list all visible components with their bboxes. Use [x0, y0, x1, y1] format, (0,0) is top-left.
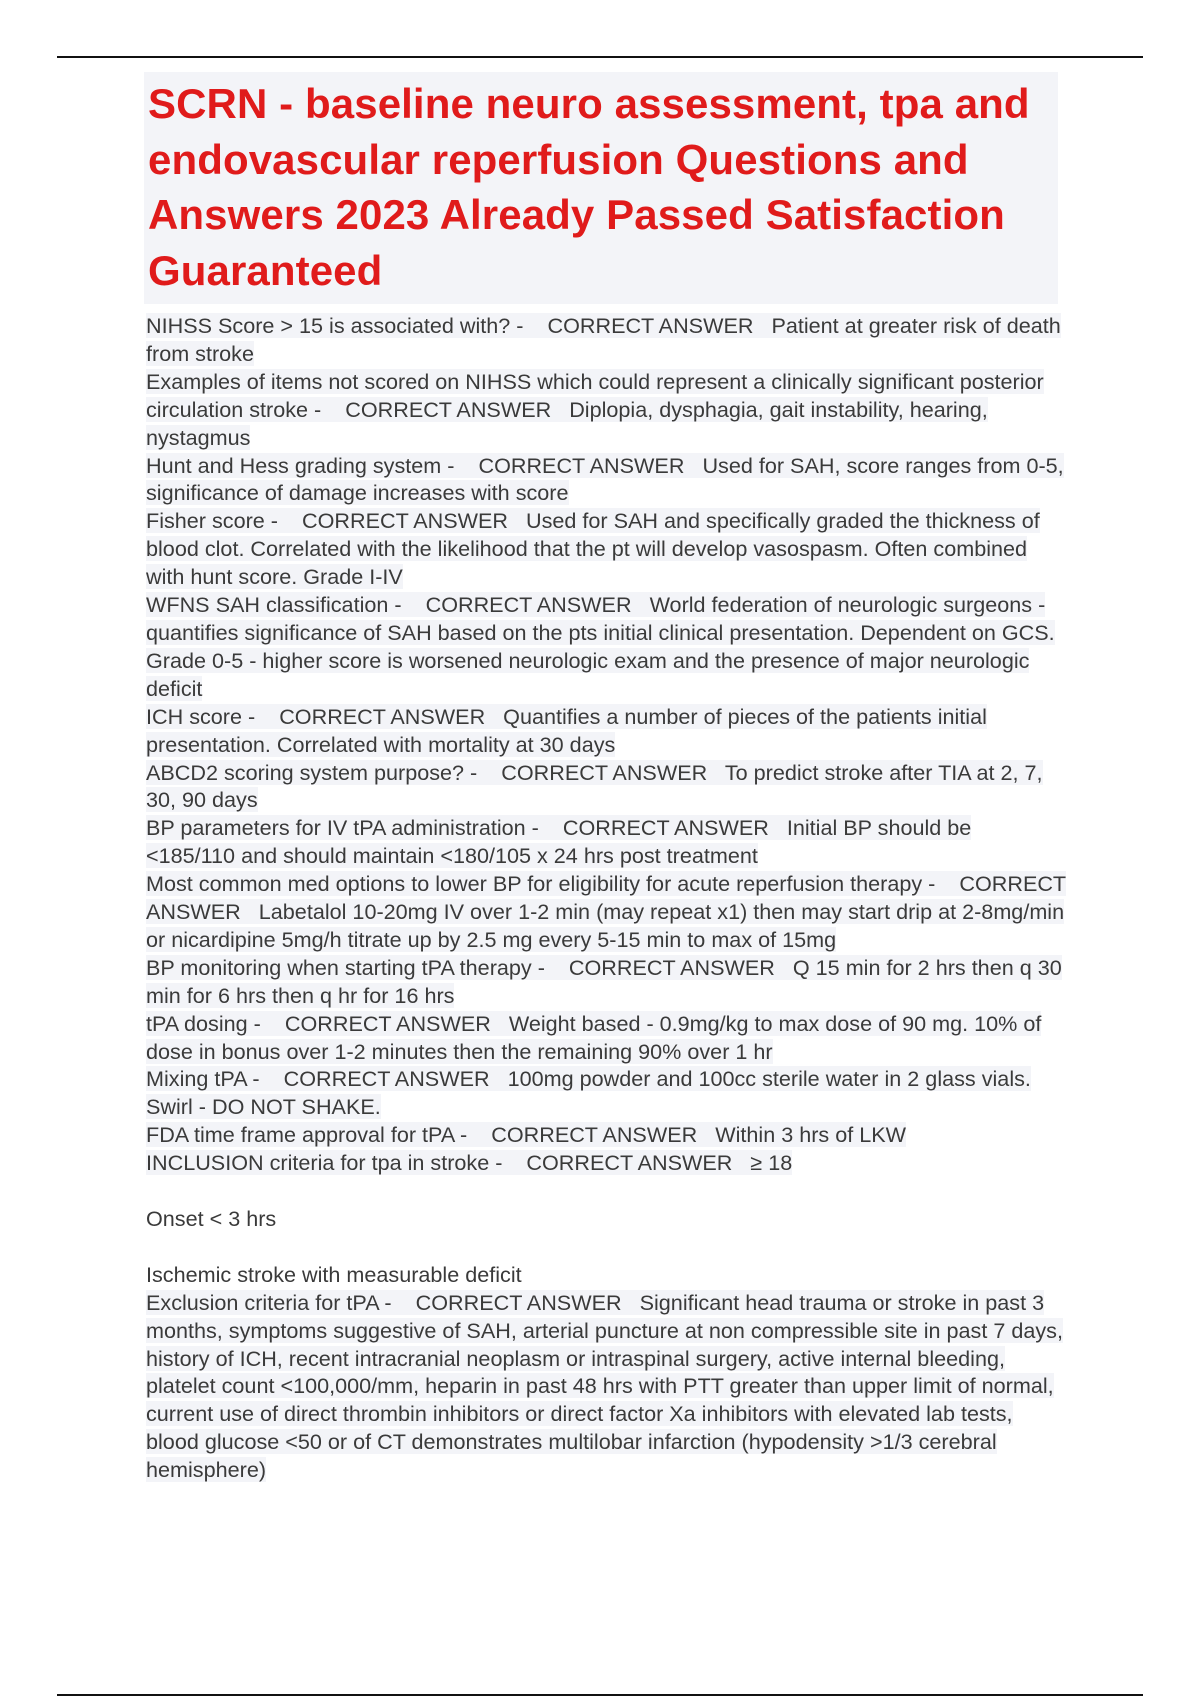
question-text: Hunt and Hess grading system — [146, 452, 442, 478]
answer-text: Q 15 min for 2 hrs then q 30 min for 6 hrs then q hr for 16 hrs — [146, 954, 1062, 1008]
answer-text: World federation of neurologic surgeons - quantifies significance of SAH based on the pts initial clinical presentation. Dependent on GCS. Grade 0-5 - higher score is worsened neurologic exam and the presence of major neurologic deficit — [146, 592, 1055, 701]
answer-text: Significant head trauma or stroke in past 3 months, symptoms suggestive of SAH, arterial puncture at non compressible site in past 7 days, history of ICH, recent intracranial neoplasm or intraspinal surgery, active internal bleeding, platelet count <100,000/mm, heparin in past 48 hrs with PTT greater than upper limit of normal, current use of direct thrombin inhibitors or direct factor Xa inhibitors with elevated lab tests, blood glucose <50 or of CT demonstrates multilobar infarction (hypodensity >1/3 cerebral hemisphere) — [146, 1289, 1063, 1483]
qa-item: INCLUSION criteria for tpa in stroke - CORRECT ANSWER ≥ 18 — [146, 1150, 793, 1176]
answer-label: CORRECT ANSWER — [491, 1122, 698, 1148]
question-text: ABCD2 scoring system purpose? — [146, 759, 465, 785]
inclusion-line: Onset < 3 hrs — [146, 1205, 277, 1231]
answer-text: Within 3 hrs of LKW — [715, 1122, 907, 1148]
answer-text: Used for SAH, score ranges from 0-5, significance of damage increases with score — [146, 452, 1064, 506]
question-text: Fisher score — [146, 508, 265, 534]
question-text: Most common med options to lower BP for eligibility for acute reperfusion therapy — [146, 871, 923, 897]
answer-label: CORRECT ANSWER — [425, 592, 632, 618]
qa-item: FDA time frame approval for tPA - CORRECT ANSWER Within 3 hrs of LKW — [146, 1122, 907, 1148]
bottom-rule — [57, 1694, 1143, 1696]
question-text: NIHSS Score > 15 is associated with? — [146, 313, 511, 338]
answer-label: CORRECT ANSWER — [478, 452, 685, 478]
question-text: BP parameters for IV tPA administration — [146, 815, 526, 841]
answer-label: CORRECT ANSWER — [547, 313, 754, 338]
answer-text: Diplopia, dysphagia, gait instability, hearing, nystagmus — [146, 396, 988, 450]
qa-item: ICH score - CORRECT ANSWER Quantifies a number of pieces of the patients initial presentation. Correlated with mortality at 30 days — [146, 703, 987, 757]
qa-item: Examples of items not scored on NIHSS which could represent a clinically significant posterior circulation stroke - CORRECT ANSWER Diplopia, dysphagia, gait instability, hearing, nystagmus — [146, 368, 1044, 450]
qa-item: WFNS SAH classification - CORRECT ANSWER World federation of neurologic surgeons - quantifies significance of SAH based on the pts initial clinical presentation. Dependent on GCS. Grade 0-5 - higher score is worsened neurologic exam and the presence of major neurologic deficit — [146, 592, 1055, 701]
question-text: tPA dosing — [146, 1010, 248, 1036]
question-text: INCLUSION criteria for tpa in stroke — [146, 1150, 490, 1176]
blank-line — [146, 1177, 1066, 1205]
answer-text: Labetalol 10-20mg IV over 1-2 min (may repeat x1) then may start drip at 2-8mg/min or nicardipine 5mg/h titrate up by 2.5 mg every 5-15 min to max of 15mg — [146, 899, 1065, 952]
question-text: WFNS SAH classification — [146, 592, 389, 618]
qa-item: BP monitoring when starting tPA therapy - CORRECT ANSWER Q 15 min for 2 hrs then q 30 min for 6 hrs then q hr for 16 hrs — [146, 954, 1062, 1008]
answer-label: CORRECT ANSWER — [283, 1066, 490, 1092]
qa-item: BP parameters for IV tPA administration - CORRECT ANSWER Initial BP should be <185/110 and should maintain <180/105 x 24 hrs post treatment — [146, 815, 972, 869]
qa-item: Most common med options to lower BP for eligibility for acute reperfusion therapy - CORRECT ANSWER Labetalol 10-20mg IV over 1-2 min (may repeat x1) then may start drip at 2-8mg/min or nicardipine 5mg/h titrate up by 2.5 mg every 5-15 min to max of 15mg — [146, 871, 1066, 952]
answer-label: CORRECT ANSWER — [279, 703, 486, 729]
answer-label: CORRECT ANSWER — [345, 396, 552, 422]
answer-label: CORRECT ANSWER — [501, 759, 708, 785]
question-text: Exclusion criteria for tPA — [146, 1289, 379, 1315]
answer-text: 100mg powder and 100cc sterile water in 2 glass vials. Swirl - DO NOT SHAKE. — [146, 1066, 1031, 1120]
answer-label: CORRECT ANSWER — [562, 815, 769, 841]
qa-item: Mixing tPA - CORRECT ANSWER 100mg powder and 100cc sterile water in 2 glass vials. Swirl - DO NOT SHAKE. — [146, 1066, 1031, 1120]
question-text: ICH score — [146, 703, 242, 729]
title-block — [144, 72, 1058, 304]
blank-line — [146, 1233, 1066, 1261]
question-text: Examples of items not scored on NIHSS which could represent a clinically significant posterior circulation stroke — [146, 368, 1044, 422]
qa-item: Fisher score - CORRECT ANSWER Used for SAH and specifically graded the thickness of blood clot. Correlated with the likelihood that the pt will develop vasospasm. Often combined with hunt score. Grade I-IV — [146, 508, 1040, 590]
qa-item: Hunt and Hess grading system - CORRECT ANSWER Used for SAH, score ranges from 0-5, significance of damage increases with score — [146, 452, 1064, 506]
answer-text: Quantifies a number of pieces of the patients initial presentation. Correlated with mortality at 30 days — [146, 703, 987, 757]
question-text: Mixing tPA — [146, 1066, 247, 1092]
answer-text: Used for SAH and specifically graded the thickness of blood clot. Correlated with the likelihood that the pt will develop vasospasm. Often combined with hunt score. Grade I-IV — [146, 508, 1040, 590]
answer-text: Patient at greater risk of death from stroke — [146, 313, 1061, 366]
answer-label: CORRECT ANSWER — [284, 1010, 491, 1036]
qa-item: Exclusion criteria for tPA - CORRECT ANSWER Significant head trauma or stroke in past 3 months, symptoms suggestive of SAH, arterial puncture at non compressible site in past 7 days, history of ICH, recent intracranial neoplasm or intraspinal surgery, active internal bleeding, platelet count <100,000/mm, heparin in past 48 hrs with PTT greater than upper limit of normal, current use of direct thrombin inhibitors or direct factor Xa inhibitors with elevated lab tests, blood glucose <50 or of CT demonstrates multilobar infarction (hypodensity >1/3 cerebral hemisphere) — [146, 1289, 1063, 1483]
top-rule — [57, 56, 1143, 58]
question-text: BP monitoring when starting tPA therapy — [146, 954, 532, 980]
document-title: SCRN - baseline neuro assessment, tpa and endovascular reperfusion Questions and Answers 2023 Already Passed Satisfaction Guaranteed — [148, 80, 1030, 294]
answer-text: ≥ 18 — [750, 1150, 793, 1176]
answer-text: Weight based - 0.9mg/kg to max dose of 90 mg. 10% of dose in bonus over 1-2 minutes then the remaining 90% over 1 hr — [146, 1010, 1042, 1064]
qa-item: NIHSS Score > 15 is associated with? - CORRECT ANSWER Patient at greater risk of death from stroke — [146, 313, 1061, 366]
answer-label: CORRECT ANSWER — [146, 871, 1066, 925]
qa-item: ABCD2 scoring system purpose? - CORRECT ANSWER To predict stroke after TIA at 2, 7, 30, 90 days — [146, 759, 1043, 813]
answer-label: CORRECT ANSWER — [568, 954, 775, 980]
answer-text: To predict stroke after TIA at 2, 7, 30, 90 days — [146, 759, 1043, 813]
answer-label: CORRECT ANSWER — [415, 1289, 622, 1315]
inclusion-line: Ischemic stroke with measurable deficit — [146, 1261, 522, 1287]
qa-item: tPA dosing - CORRECT ANSWER Weight based - 0.9mg/kg to max dose of 90 mg. 10% of dose in bonus over 1-2 minutes then the remaining 90% over 1 hr — [146, 1010, 1042, 1064]
question-text: FDA time frame approval for tPA — [146, 1122, 455, 1148]
answer-label: CORRECT ANSWER — [302, 508, 508, 534]
qa-list — [146, 312, 1066, 1484]
answer-text: Initial BP should be <185/110 and should maintain <180/105 x 24 hrs post treatment — [146, 815, 972, 869]
answer-label: CORRECT ANSWER — [526, 1150, 733, 1176]
